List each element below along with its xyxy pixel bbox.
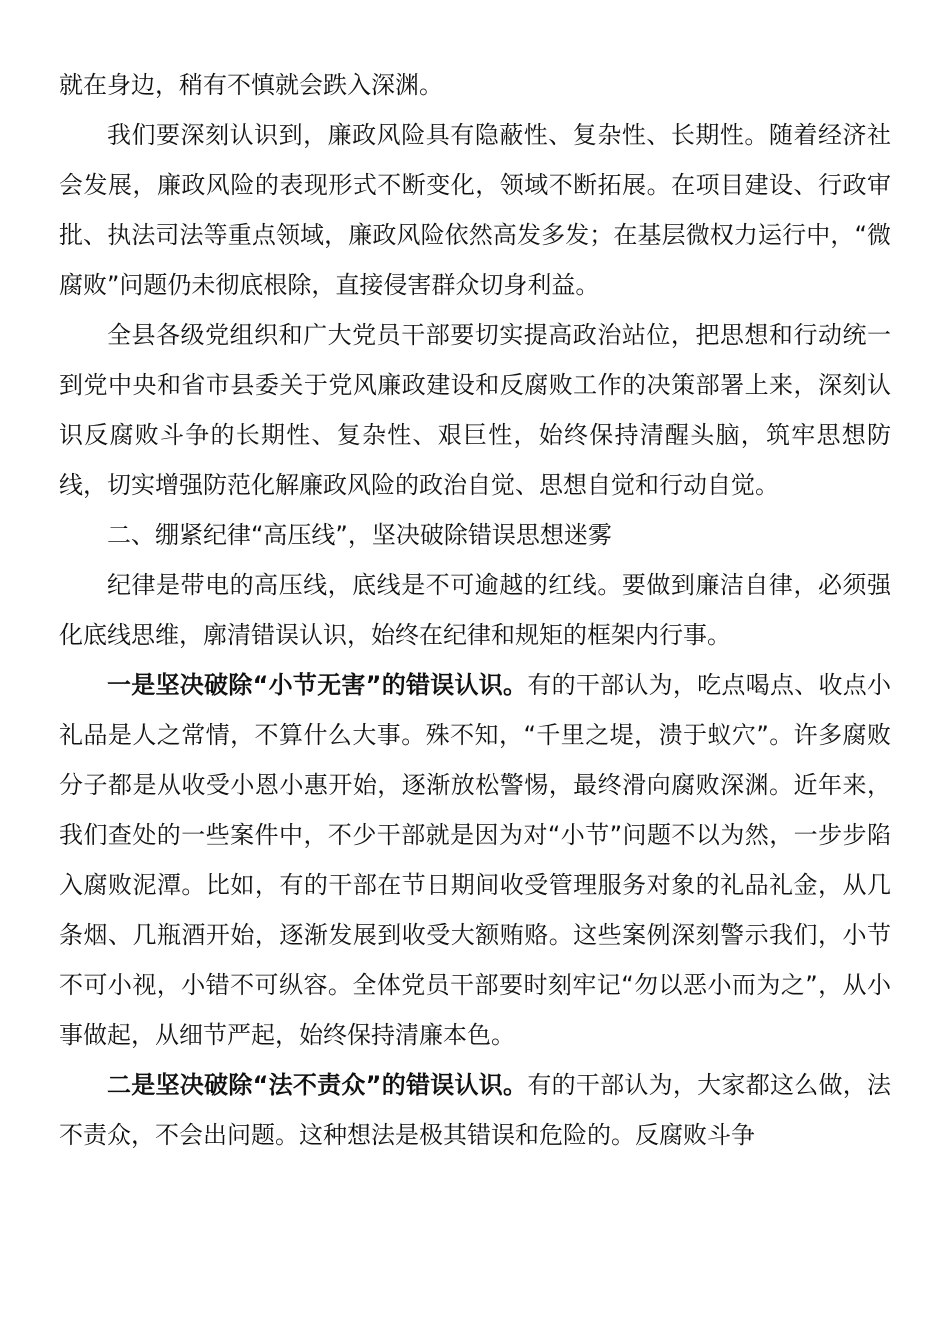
paragraph-7-text: 有的干部认为，大家都这么做，法不责众，不会出问题。这种想法是极其错误和危险的。反腐败斗争 <box>59 1071 892 1149</box>
paragraph-6 <box>59 660 891 1060</box>
paragraph-2-text: 我们要深刻认识到，廉政风险具有隐蔽性、复杂性、长期性。随着经济社会发展，廉政风险的表现形式不断变化，领域不断拓展。在项目建设、行政审批、执法司法等重点领域，廉政风险依然高发多发；在基层微权力运行中，“微腐败”问题仍未彻底根除，直接侵害群众切身利益。 <box>59 121 891 299</box>
paragraph-6-lead: 一是坚决破除“小节无害”的错误认识。 <box>107 671 528 699</box>
paragraph-3 <box>59 310 891 510</box>
paragraph-3-text: 全县各级党组织和广大党员干部要切实提高政治站位，把思想和行动统一到党中央和省市县委关于党风廉政建设和反腐败工作的决策部署上来，深刻认识反腐败斗争的长期性、复杂性、艰巨性，始终保持清醒头脑，筑牢思想防线，切实增强防范化解廉政风险的政治自觉、思想自觉和行动自觉。 <box>59 321 891 499</box>
paragraph-7-lead: 二是坚决破除“法不责众”的错误认识。 <box>107 1071 528 1099</box>
paragraph-5-text: 纪律是带电的高压线，底线是不可逾越的红线。要做到廉洁自律，必须强化底线思维，廓清错误认识，始终在纪律和规矩的框架内行事。 <box>59 571 891 649</box>
section-heading-2 <box>59 510 891 560</box>
paragraph-1 <box>59 60 891 110</box>
document-page <box>59 60 891 1160</box>
paragraph-1-text: 就在身边，稍有不慎就会跌入深渊。 <box>59 71 443 99</box>
paragraph-6-text: 有的干部认为，吃点喝点、收点小礼品是人之常情，不算什么大事。殊不知，“千里之堤，溃于蚁穴”。许多腐败分子都是从收受小恩小惠开始，逐渐放松警惕，最终滑向腐败深渊。近年来，我们查处的一些案件中，不少干部就是因为对“小节”问题不以为然，一步步陷入腐败泥潭。比如，有的干部在节日期间收受管理服务对象的礼品礼金，从几条烟、几瓶酒开始，逐渐发展到收受大额贿赂。这些案例深刻警示我们，小节不可小视，小错不可纵容。全体党员干部要时刻牢记“勿以恶小而为之”，从小事做起，从细节严起，始终保持清廉本色。 <box>59 671 892 1049</box>
paragraph-5 <box>59 560 891 660</box>
section-heading-2-text: 二、绷紧纪律“高压线”，坚决破除错误思想迷雾 <box>107 521 612 549</box>
paragraph-7 <box>59 1060 891 1160</box>
paragraph-2 <box>59 110 891 310</box>
